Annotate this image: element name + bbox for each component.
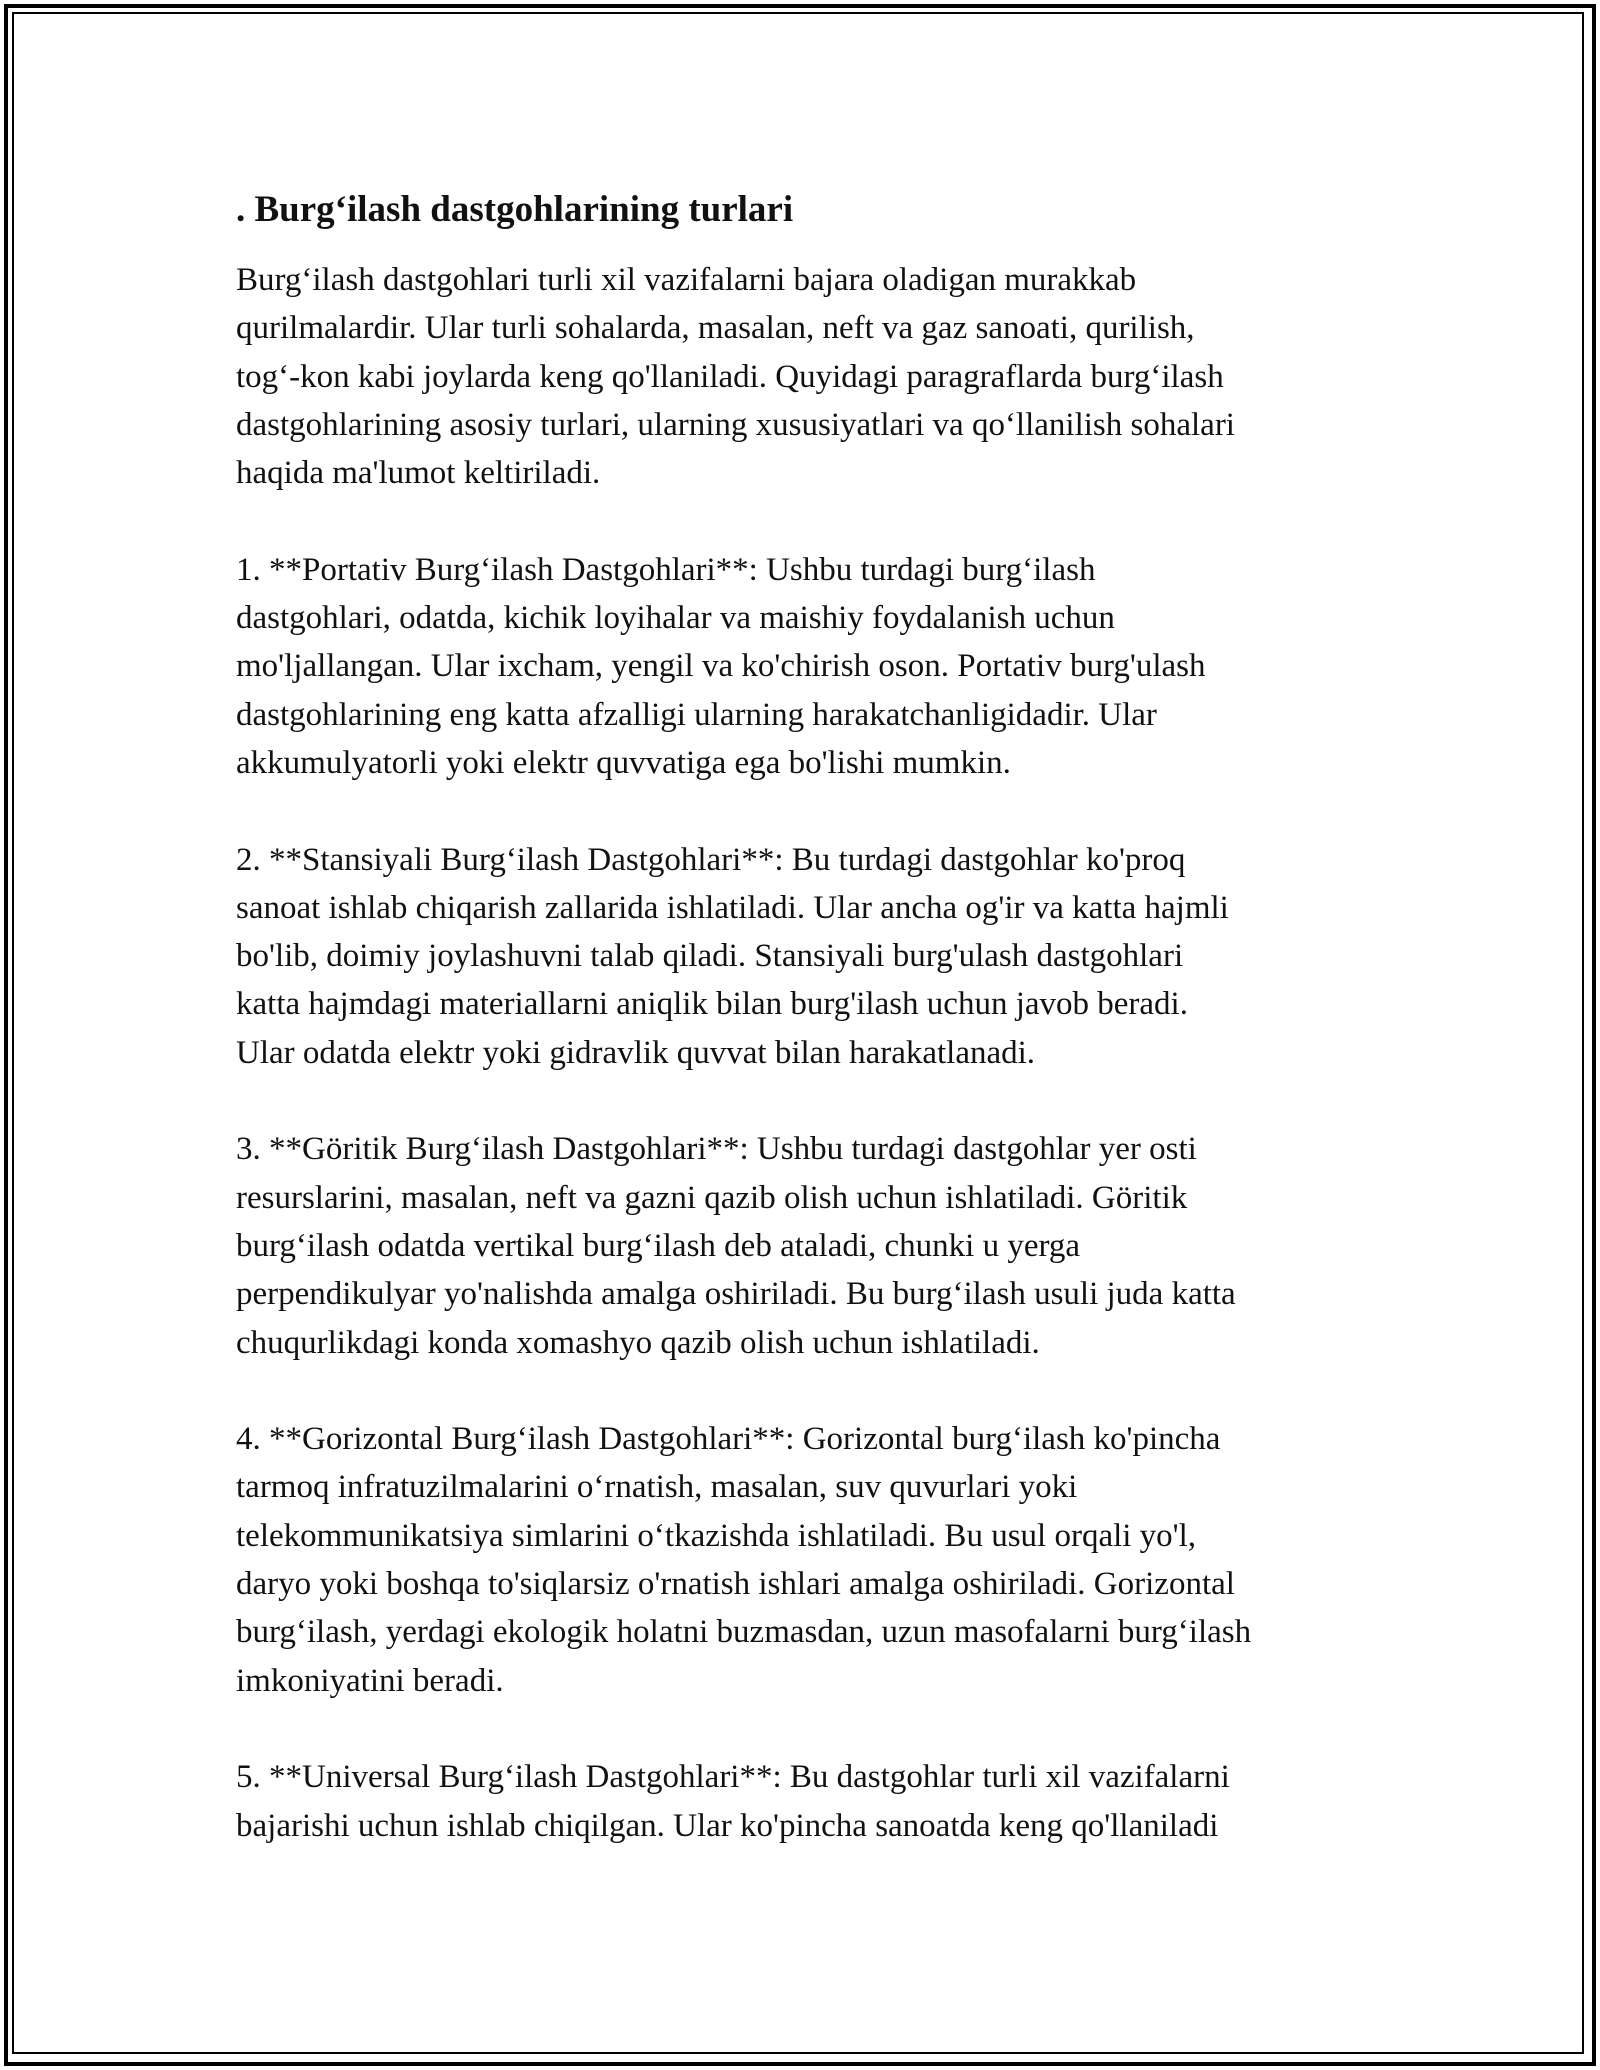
paragraph-line: katta hajmdagi materiallarni aniqlik bilan burg'ilash uchun javob beradi. — [236, 986, 1188, 1023]
paragraph-line: 4. **Gorizontal Burg‘ilash Dastgohlari**: Gorizontal burg‘ilash ko'pincha — [236, 1421, 1221, 1458]
goritik-paragraph — [236, 1125, 1376, 1366]
paragraph-line: imkoniyatini beradi. — [236, 1662, 504, 1699]
paragraph-line: perpendikulyar yo'nalishda amalga oshiriladi. Bu burg‘ilash usuli juda katta — [236, 1276, 1236, 1313]
paragraph-line: akkumulyatorli yoki elektr quvvatiga ega bo'lishi mumkin. — [236, 744, 1011, 781]
paragraph-line: tarmoq infratuzilmalarini o‘rnatish, masalan, suv quvurlari yoki — [236, 1469, 1078, 1506]
paragraph-line: 3. **Göritik Burg‘ilash Dastgohlari**: Ushbu turdagi dastgohlar yer osti — [236, 1131, 1197, 1168]
paragraph-line: dastgohlarining eng katta afzalligi ularning harakatchanligidadir. Ular — [236, 696, 1157, 733]
paragraph-line: sanoat ishlab chiqarish zallarida ishlatiladi. Ular ancha og'ir va katta hajmli — [236, 889, 1229, 926]
intro-paragraph — [236, 256, 1376, 497]
paragraph-line: dastgohlari, odatda, kichik loyihalar va maishiy foydalanish uchun — [236, 600, 1115, 637]
paragraph-line: dastgohlarining asosiy turlari, ularning xususiyatlari va qo‘llanilish sohalari — [236, 406, 1235, 443]
paragraph-line: 1. **Portativ Burg‘ilash Dastgohlari**: Ushbu turdagi burg‘ilash — [236, 551, 1096, 588]
paragraph-line: burg‘ilash odatda vertikal burg‘ilash deb ataladi, chunki u yerga — [236, 1227, 1081, 1264]
portativ-paragraph — [236, 546, 1376, 787]
paragraph-line: 5. **Universal Burg‘ilash Dastgohlari**: Bu dastgohlar turli xil vazifalarni — [236, 1759, 1230, 1796]
paragraph-line: chuqurlikdagi konda xomashyo qazib olish uchun ishlatiladi. — [236, 1324, 1040, 1361]
paragraph-line: resurslarini, masalan, neft va gazni qazib olish uchun ishlatiladi. Göritik — [236, 1179, 1188, 1216]
paragraph-line: 2. **Stansiyali Burg‘ilash Dastgohlari**: Bu turdagi dastgohlar ko'proq — [236, 841, 1186, 878]
paragraph-line: qurilmalardir. Ular turli sohalarda, masalan, neft va gaz sanoati, qurilish, — [236, 310, 1195, 347]
paragraph-line: daryo yoki boshqa to'siqlarsiz o'rnatish ishlari amalga oshiriladi. Gorizontal — [236, 1566, 1235, 1603]
paragraph-line: bo'lib, doimiy joylashuvni talab qiladi. Stansiyali burg'ulash dastgohlari — [236, 938, 1184, 975]
document-body — [236, 186, 1376, 1898]
paragraph-line: burg‘ilash, yerdagi ekologik holatni buzmasdan, uzun masofalarni burg‘ilash — [236, 1614, 1252, 1651]
paragraph-line: Ular odatda elektr yoki gidravlik quvvat bilan harakatlanadi. — [236, 1034, 1036, 1071]
paragraph-line: tog‘-kon kabi joylarda keng qo'llaniladi. Quyidagi paragraflarda burg‘ilash — [236, 358, 1224, 395]
section-heading: . Burg‘ilash dastgohlarining turlari — [236, 189, 794, 230]
gorizontal-paragraph — [236, 1415, 1376, 1705]
stansiyali-paragraph — [236, 836, 1376, 1077]
universal-paragraph — [236, 1753, 1376, 1850]
paragraph-line: Burg‘ilash dastgohlari turli xil vazifalarni bajara oladigan murakkab — [236, 262, 1137, 298]
paragraph-line: bajarishi uchun ishlab chiqilgan. Ular ko'pincha sanoatda keng qo'llaniladi — [236, 1807, 1219, 1844]
paragraph-line: haqida ma'lumot keltiriladi. — [236, 455, 601, 492]
paragraph-line: telekommunikatsiya simlarini o‘tkazishda ishlatiladi. Bu usul orqali yo'l, — [236, 1517, 1197, 1554]
paragraph-line: mo'ljallangan. Ular ixcham, yengil va ko'chirish oson. Portativ burg'ulash — [236, 648, 1206, 685]
